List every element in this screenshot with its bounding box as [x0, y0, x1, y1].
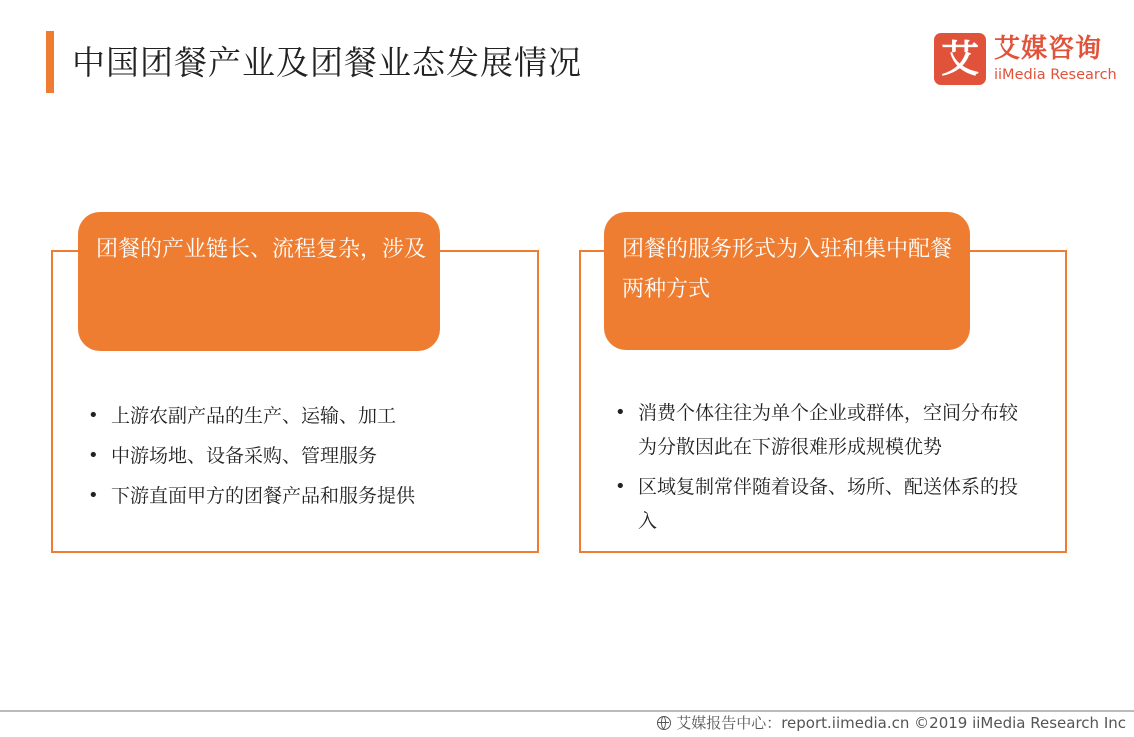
- footer-divider: [0, 710, 1134, 712]
- logo-name-en: iiMedia Research: [994, 67, 1117, 83]
- industry-chain-list: [84, 396, 524, 516]
- logo-mark-icon: [934, 33, 986, 85]
- footer: [657, 713, 1126, 733]
- logo-name-cn: 艾媒咨询: [994, 34, 1103, 64]
- service-form-list: [611, 396, 1031, 544]
- list-item: • 下游直面甲方的团餐产品和服务提供: [84, 476, 524, 516]
- industry-chain-heading: 团餐的产业链长、流程复杂，涉及: [78, 212, 440, 351]
- title-accent-bar: [46, 31, 54, 93]
- list-item: • 中游场地、设备采购、管理服务: [84, 436, 524, 476]
- globe-icon: [657, 716, 671, 730]
- page-title: 中国团餐产业及团餐业态发展情况: [72, 43, 582, 82]
- list-item: • 区域复制常伴随着设备、场所、配送体系的投入: [611, 470, 1031, 538]
- list-item: • 上游农副产品的生产、运输、加工: [84, 396, 524, 436]
- service-form-heading: 团餐的服务形式为入驻和集中配餐两种方式: [604, 212, 970, 350]
- list-item: • 消费个体往往为单个企业或群体，空间分布较为分散因此在下游很难形成规模优势: [611, 396, 1031, 464]
- brand-logo: [934, 33, 1117, 85]
- logo-mark-glyph: 艾: [940, 37, 979, 81]
- footer-text: 艾媒报告中心：report.iimedia.cn ©2019 iiMedia Research Inc: [676, 714, 1126, 732]
